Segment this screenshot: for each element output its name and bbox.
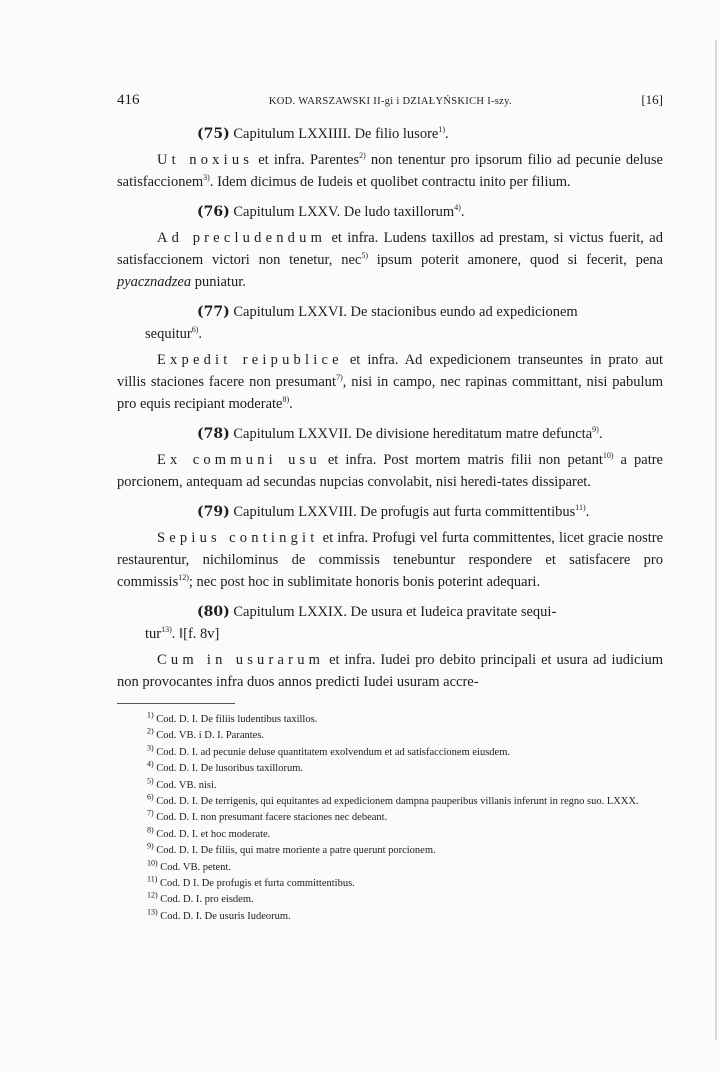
chapter-text: Expedit reipublice et infra. Ad expedicionem transeuntes in prato aut villis staciones facere non presumant$^{7)}$, nisi in campo, nec rapinas committant, nisi pabulum pro equis recipiant moderate$^{8)}$. bbox=[117, 352, 664, 412]
footnote: $^{2)}$ Cod. VB. i D. I. Parantes. bbox=[147, 726, 265, 742]
footnote: $^{5)}$ Cod. VB. nisi. bbox=[147, 776, 217, 791]
document-page bbox=[117, 92, 663, 925]
footnote: $^{10)}$ Cod. VB. petent. bbox=[147, 858, 231, 873]
chapter-text: Cum in usurarum et infra. Iudei pro debito principali et usura ad iudicium non provocantes infra duos annos predicti Iudei usuram accre- bbox=[117, 652, 663, 690]
footnote: $^{6)}$ Cod. D. I. De terrigenis, qui equitantes ad expedicionem dampna pauperibus villanis inferunt in regno suo. LXXX. bbox=[147, 792, 639, 808]
chapter-text: Ad precludendum et infra. Ludens taxillos ad prestam, si victus fuerit, ad satisfaccionem victori non tenetur, nec$^{5)}$ ipsum poterit amonere, quod si fecerit, pena pyacznadzea puniatur. bbox=[117, 230, 663, 290]
footnote: $^{12)}$ Cod. D. I. pro eisdem. bbox=[147, 890, 254, 906]
chapter-text: Sepius contingit et infra. Profugi vel furta committentes, licet gracie nostre restaurentur, nichilominus de commissis tenebuntur respondere et satisfacere pro commissis$^{12)}$; nec post hoc in sublimitate honoris bonis poterint adequari. bbox=[117, 530, 664, 590]
footnote: $^{1)}$ Cod. D. I. De filiis ludentibus taxillos. bbox=[147, 710, 318, 725]
folio-mark: [f. 8v] bbox=[183, 626, 220, 642]
page-number: 416 bbox=[117, 92, 140, 108]
running-title: KOD. WARSZAWSKI II-gi i DZIAŁYŃSKICH I-szy. bbox=[268, 96, 512, 107]
chapter-heading: (78) Capitulum LXXVII. De divisione hereditatum matre defuncta$^{9)}$. bbox=[197, 425, 603, 442]
footnote: $^{3)}$ Cod. D. I. ad pecunie deluse quantitatem exolvendum et ad satisfaccionem eiusdem. bbox=[147, 743, 510, 758]
footnote: $^{8)}$ Cod. D. I. et hoc moderate. bbox=[147, 825, 271, 840]
chapter-heading: (79) Capitulum LXXVIII. De profugis aut furta committentibus$^{11)}$. bbox=[197, 503, 590, 520]
footnote: $^{13)}$ Cod. D. I. De usuris Iudeorum. bbox=[147, 907, 291, 922]
scan-edge-line bbox=[715, 40, 717, 1040]
chapter-heading: (76) Capitulum LXXV. De ludo taxillorum$^{4)}$. bbox=[197, 203, 465, 220]
chapter-heading: (75) Capitulum LXXIIII. De filio lusore$^{1)}$. bbox=[197, 125, 449, 142]
page-header bbox=[117, 92, 663, 109]
footnotes bbox=[117, 712, 663, 925]
chapter-text: Ut noxius et infra. Parentes$^{2)}$ non tenentur pro ipsorum filio ad pecunie deluse satisfaccionem$^{3)}$. Idem dicimus de Iudeis et quolibet contractu inito per filium. bbox=[117, 151, 663, 190]
footnote: $^{9)}$ Cod. D. I. De filiis, qui matre moriente a patre querunt porcionem. bbox=[147, 841, 436, 857]
section-number: [16] bbox=[641, 92, 663, 107]
chapter-text: Ex communi usu et infra. Post mortem matris filii non petant$^{10)}$ a patre porcionem, antequam ad secundas nupcias convolabit, nisi heredi-tates dissiparet. bbox=[117, 451, 663, 490]
chapter-heading: (80) Capitulum LXXIX. De usura et Iudeica pravitate sequi- tur$^{13)}$. ‖[f. 8v] bbox=[145, 604, 557, 642]
footnote: $^{11)}$ Cod. D I. De profugis et furta committentibus. bbox=[147, 874, 355, 890]
footnote: $^{7)}$ Cod. D. I. non presumant facere staciones nec debeant. bbox=[147, 808, 388, 824]
chapter-heading: (77) Capitulum LXXVI. De stacionibus eundo ad expedicionem sequitur$^{6)}$. bbox=[145, 304, 578, 342]
footnote: $^{4)}$ Cod. D. I. De lusoribus taxillorum. bbox=[147, 759, 303, 775]
footnote-divider bbox=[117, 703, 235, 704]
